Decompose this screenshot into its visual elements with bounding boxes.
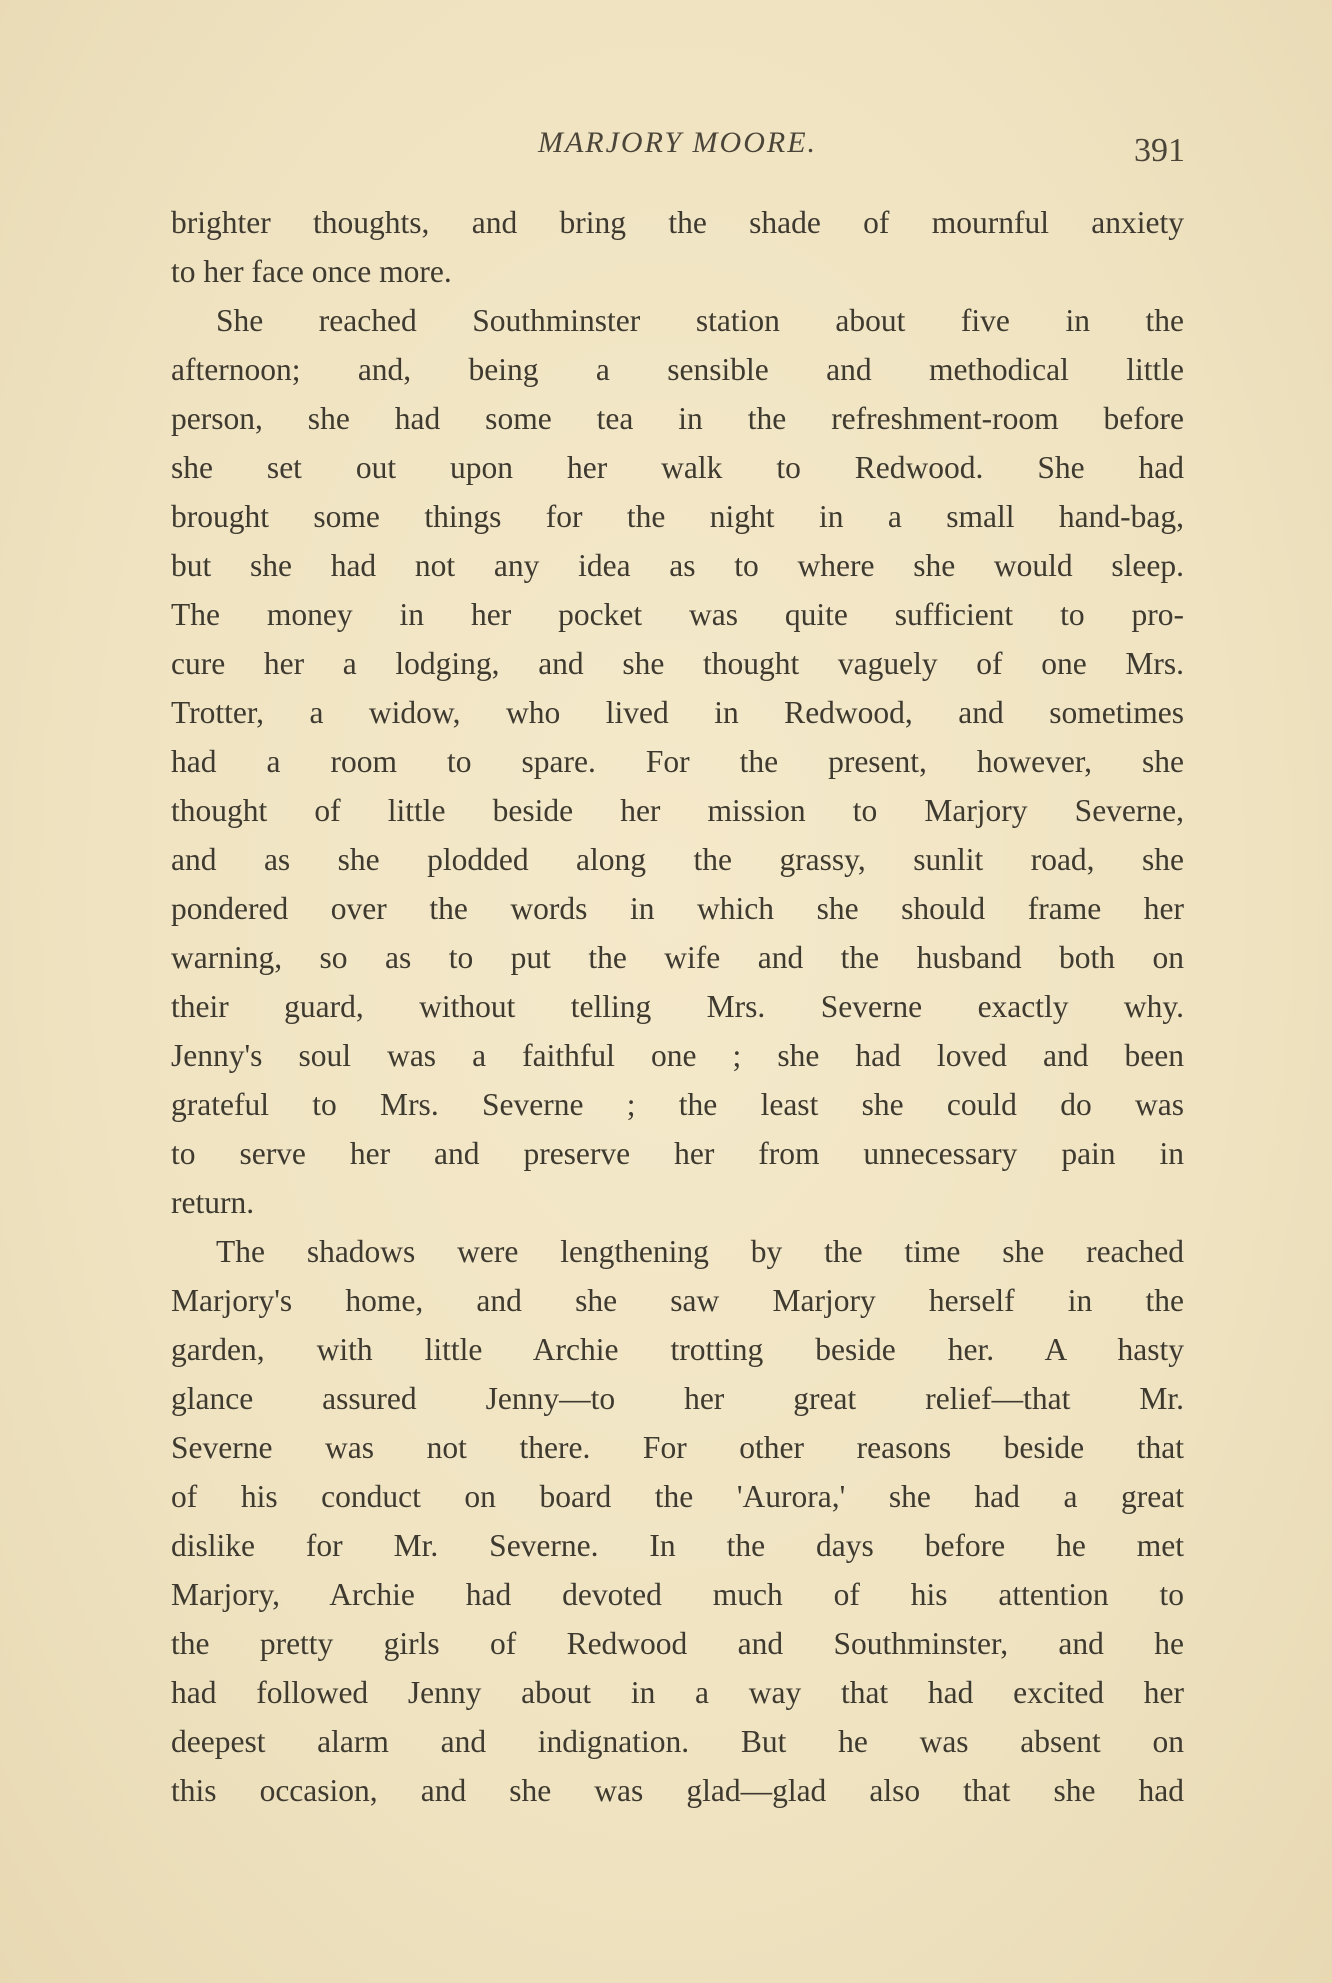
text-line: return. [171, 1185, 255, 1220]
text-line: the pretty girls of Redwood and Southminster, and he [171, 1626, 1184, 1661]
text-line: she set out upon her walk to Redwood. She had [171, 450, 1184, 485]
text-line: The shadows were lengthening by the time she reached [216, 1234, 1184, 1269]
text-line: but she had not any idea as to where she would sleep. [171, 548, 1184, 583]
running-title: MARJORY MOORE. [537, 126, 818, 159]
text-line: cure her a lodging, and she thought vaguely of one Mrs. [171, 646, 1184, 681]
text-line: garden, with little Archie trotting beside her. A hasty [171, 1332, 1184, 1367]
text-line: had followed Jenny about in a way that had excited her [171, 1675, 1184, 1710]
text-line: Marjory, Archie had devoted much of his attention to [171, 1577, 1184, 1612]
body-text [171, 198, 1184, 1815]
text-line: dislike for Mr. Severne. In the days before he met [171, 1528, 1184, 1563]
text-line: Trotter, a widow, who lived in Redwood, and sometimes [171, 695, 1184, 730]
page-number: 391 [1134, 132, 1185, 169]
text-line: brighter thoughts, and bring the shade of mournful anxiety [171, 205, 1184, 240]
text-line: The money in her pocket was quite sufficient to pro- [171, 597, 1184, 632]
text-line: of his conduct on board the 'Aurora,' she had a great [171, 1479, 1184, 1514]
text-line: Jenny's soul was a faithful one ; she had loved and been [171, 1038, 1184, 1073]
text-line: thought of little beside her mission to Marjory Severne, [171, 793, 1184, 828]
text-line: had a room to spare. For the present, however, she [171, 744, 1184, 779]
text-line: brought some things for the night in a small hand-bag, [171, 499, 1184, 534]
text-line: grateful to Mrs. Severne ; the least she could do was [171, 1087, 1184, 1122]
text-line: pondered over the words in which she should frame her [171, 891, 1184, 926]
text-line: deepest alarm and indignation. But he was absent on [171, 1724, 1184, 1759]
text-line: to her face once more. [171, 254, 452, 289]
text-line: person, she had some tea in the refreshment-room before [171, 401, 1184, 436]
text-line: their guard, without telling Mrs. Severne exactly why. [171, 989, 1184, 1024]
text-line: She reached Southminster station about five in the [216, 303, 1184, 338]
text-line: and as she plodded along the grassy, sunlit road, she [171, 842, 1184, 877]
text-line: afternoon; and, being a sensible and methodical little [171, 352, 1184, 387]
text-line: glance assured Jenny—to her great relief—that Mr. [171, 1381, 1184, 1416]
text-line: to serve her and preserve her from unnecessary pain in [171, 1136, 1184, 1171]
text-line: Severne was not there. For other reasons beside that [171, 1430, 1184, 1465]
running-head [170, 126, 1185, 170]
text-line: Marjory's home, and she saw Marjory herself in the [171, 1283, 1184, 1318]
text-line: warning, so as to put the wife and the husband both on [171, 940, 1184, 975]
text-line: this occasion, and she was glad—glad also that she had [171, 1773, 1184, 1808]
